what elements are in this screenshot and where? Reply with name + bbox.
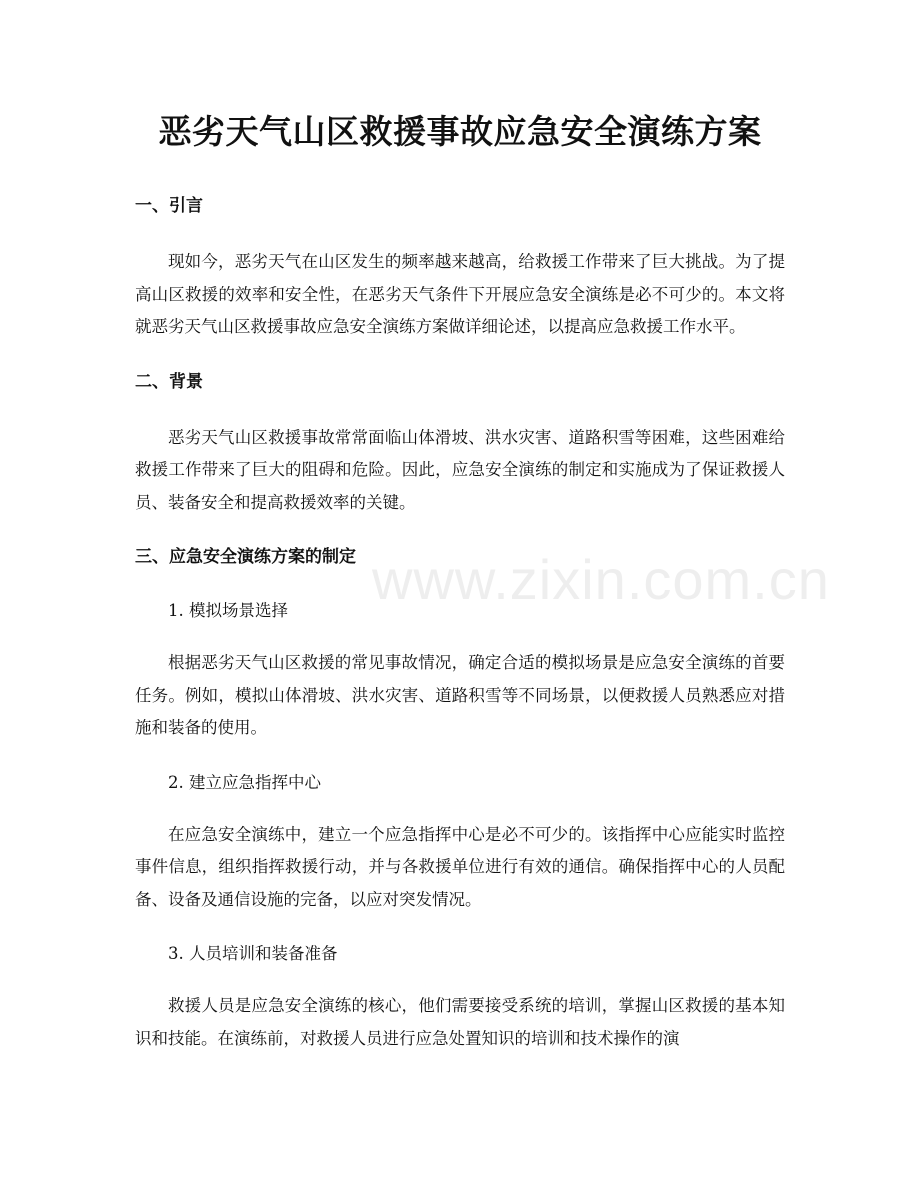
watermark-text: www.zixin.com.cn	[372, 548, 830, 611]
subheading-scenario-selection: 1. 模拟场景选择	[168, 601, 288, 620]
subheading-command-center: 2. 建立应急指挥中心	[168, 772, 321, 792]
paragraph-introduction: 现如今，恶劣天气在山区发生的频率越来越高，给救援工作带来了巨大挑战。为了提高山区救援的效率和安全性，在恶劣天气条件下开展应急安全演练是必不可少的。本文将就恶劣天气山区救援事故应急安全演练方案做详细论述，以提高应急救援工作水平。	[135, 252, 785, 336]
document-title: 恶劣天气山区救援事故应急安全演练方案	[158, 112, 762, 151]
paragraph-scenario-selection: 根据恶劣天气山区救援的常见事故情况，确定合适的模拟场景是应急安全演练的首要任务。例如，模拟山体滑坡、洪水灾害、道路积雪等不同场景，以便救援人员熟悉应对措施和装备的使用。	[135, 653, 785, 737]
section-heading-plan: 三、应急安全演练方案的制定	[135, 547, 356, 567]
section-heading-background: 二、背景	[135, 371, 203, 392]
paragraph-command-center: 在应急安全演练中，建立一个应急指挥中心是必不可少的。该指挥中心应能实时监控事件信息，组织指挥救援行动，并与各救援单位进行有效的通信。确保指挥中心的人员配备、设备及通信设施的完备，以应对突发情况。	[135, 824, 785, 909]
subheading-training-equipment: 3. 人员培训和装备准备	[168, 944, 338, 963]
paragraph-training-equipment: 救援人员是应急安全演练的核心，他们需要接受系统的培训，掌握山区救援的基本知识和技能。在演练前，对救援人员进行应急处置知识的培训和技术操作的演	[135, 996, 785, 1048]
section-heading-introduction: 一、引言	[135, 196, 203, 216]
paragraph-background: 恶劣天气山区救援事故常常面临山体滑坡、洪水灾害、道路积雪等困难，这些困难给救援工作带来了巨大的阻碍和危险。因此，应急安全演练的制定和实施成为了保证救援人员、装备安全和提高救援效率的关键。	[135, 427, 785, 512]
